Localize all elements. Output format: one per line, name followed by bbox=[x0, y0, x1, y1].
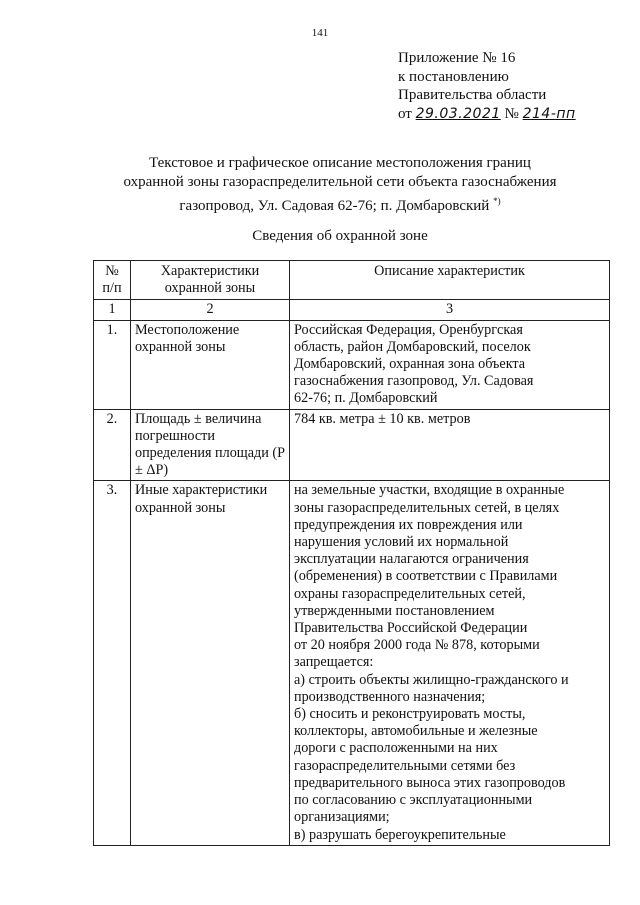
row-number: 3. bbox=[94, 481, 131, 845]
row-description bbox=[290, 320, 610, 409]
appendix-date-line bbox=[398, 105, 576, 124]
date-prefix: от bbox=[398, 105, 412, 122]
column-number: 2 bbox=[131, 300, 290, 320]
handwritten-number: 214-пп bbox=[522, 105, 576, 122]
column-number-row bbox=[94, 300, 610, 320]
description-line: газоснабжения газопровод, Ул. Садовая bbox=[294, 373, 534, 390]
header-characteristic: Характеристики охранной зоны bbox=[131, 261, 290, 300]
description-line: эксплуатации налагаются ограничения bbox=[294, 551, 529, 568]
column-number: 1 bbox=[94, 300, 131, 320]
title-line-2: охранной зоны газораспределительной сети объекта газоснабжения bbox=[123, 174, 557, 190]
zone-info-table bbox=[93, 260, 610, 846]
table-row bbox=[94, 320, 610, 409]
description-line: зоны газораспределительных сетей, в целях bbox=[294, 499, 560, 516]
row-characteristic: Площадь ± величина погрешности определения площади (P ± ΔP) bbox=[131, 409, 290, 481]
title-line-3-wrap bbox=[0, 192, 640, 216]
footnote-mark: *) bbox=[493, 196, 501, 206]
description-line: 784 кв. метра ± 10 кв. метров bbox=[294, 410, 471, 427]
description-line: а) строить объекты жилищно-гражданского и bbox=[294, 671, 569, 688]
description-line: Российская Федерация, Оренбургская bbox=[294, 321, 523, 338]
description-line: утвержденными постановлением bbox=[294, 602, 495, 619]
description-line: организациями; bbox=[294, 809, 390, 826]
description-line: предварительного выноса этих газопроводов bbox=[294, 774, 566, 791]
description-line: 62-76; п. Домбаровский bbox=[294, 390, 438, 407]
description-line: б) сносить и реконструировать мосты, bbox=[294, 706, 526, 723]
row-number: 2. bbox=[94, 409, 131, 481]
row-number: 1. bbox=[94, 320, 131, 409]
handwritten-date: 29.03.2021 bbox=[415, 105, 501, 122]
column-number: 3 bbox=[290, 300, 610, 320]
document-title bbox=[0, 154, 640, 216]
table-row bbox=[94, 409, 610, 481]
description-line: запрещается: bbox=[294, 654, 374, 671]
description-line: охраны газораспределительных сетей, bbox=[294, 585, 526, 602]
appendix-line-1: Приложение № 16 bbox=[398, 50, 516, 66]
description-line: нарушения условий их нормальной bbox=[294, 534, 509, 551]
description-line: Домбаровский, охранная зона объекта bbox=[294, 356, 526, 373]
description-line: производственного назначения; bbox=[294, 688, 486, 705]
description-line: от 20 ноября 2000 года № 878, которыми bbox=[294, 637, 540, 654]
table-header-row bbox=[94, 261, 610, 300]
description-line: газораспределительными сетями без bbox=[294, 757, 516, 774]
description-line: (обременения) в соответствии с Правилами bbox=[294, 568, 558, 585]
description-line: на земельные участки, входящие в охранные bbox=[294, 482, 565, 499]
row-description bbox=[290, 481, 610, 845]
description-line: область, район Домбаровский, поселок bbox=[294, 338, 531, 355]
row-characteristic: Иные характеристики охранной зоны bbox=[131, 481, 290, 845]
row-characteristic: Местоположение охранной зоны bbox=[131, 320, 290, 409]
title-line-1: Текстовое и графическое описание местоположения границ bbox=[149, 155, 531, 171]
appendix-line-2: к постановлению bbox=[398, 68, 509, 85]
page-number: 141 bbox=[311, 27, 329, 39]
description-line: по согласованию с эксплуатационными bbox=[294, 792, 533, 809]
description-line: Правительства Российской Федерации bbox=[294, 620, 528, 637]
row-description bbox=[290, 409, 610, 481]
section-title: Сведения об охранной зоне bbox=[252, 228, 428, 244]
description-line: в) разрушать берегоукрепительные bbox=[294, 826, 506, 843]
description-line: коллекторы, автомобильные и железные bbox=[294, 723, 538, 740]
description-line: дороги с расположенными на них bbox=[294, 740, 498, 757]
table-row bbox=[94, 481, 610, 845]
header-num: № п/п bbox=[94, 261, 131, 300]
appendix-block bbox=[398, 49, 576, 123]
description-line: предупреждения их повреждения или bbox=[294, 516, 523, 533]
header-description: Описание характеристик bbox=[290, 261, 610, 300]
number-prefix: № bbox=[504, 105, 519, 122]
title-line-3: газопровод, Ул. Садовая 62-76; п. Домбаровский bbox=[179, 198, 490, 214]
appendix-line-3: Правительства области bbox=[398, 87, 547, 103]
